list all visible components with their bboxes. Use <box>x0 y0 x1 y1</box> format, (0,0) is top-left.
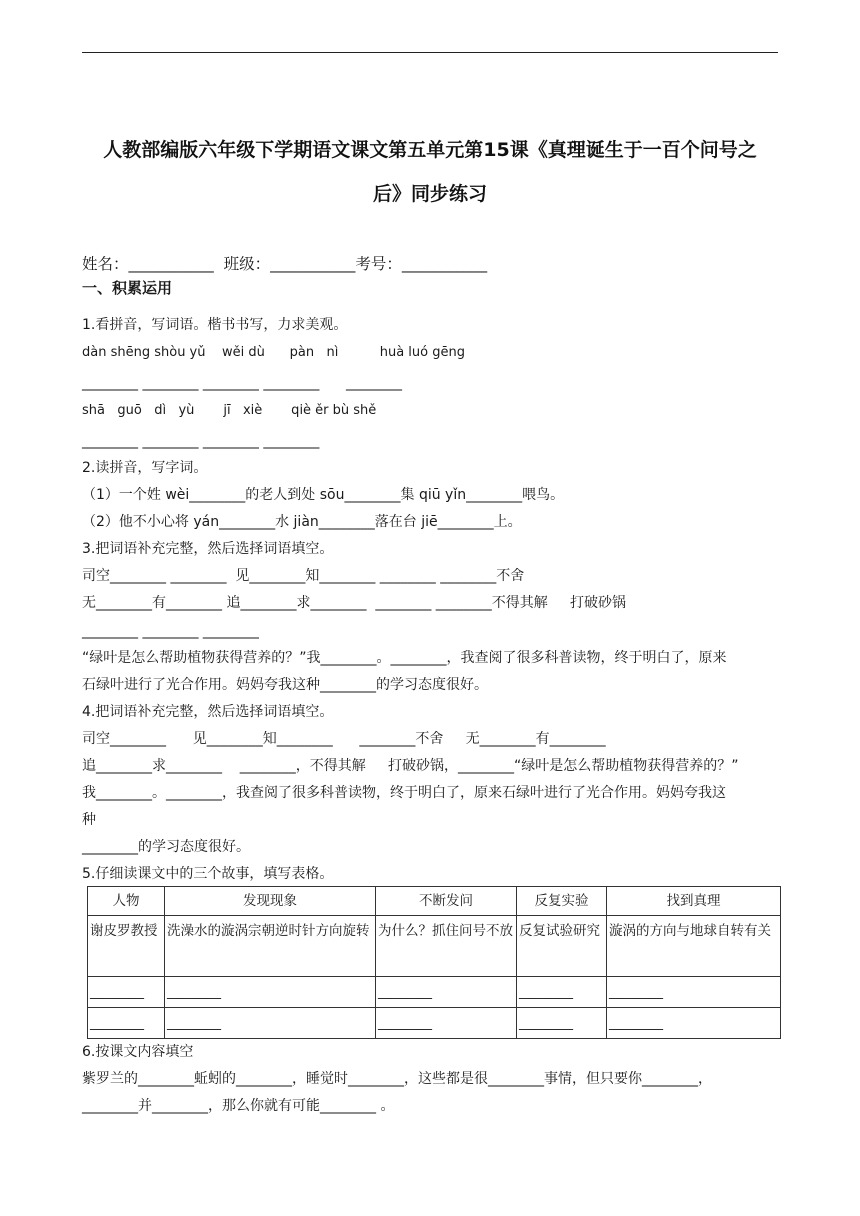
title-line-2: 后》同步练习 <box>372 183 487 205</box>
table-row <box>88 977 781 1008</box>
blank-cell[interactable]: ________ <box>88 977 165 1008</box>
q3-line-5: 石绿叶进行了光合作用。妈妈夸我这种________的学习态度很好。 <box>82 677 488 693</box>
header-cell-questioning: 不断发问 <box>376 887 517 916</box>
q3-line-4: “绿叶是怎么帮助植物获得营养的？”我________。________，我查阅了很多科普读物，终于明白了，原来 <box>82 650 727 666</box>
top-rule <box>82 52 778 53</box>
q3-line-2: 无________有________ 追________求________ ________ ________不得其解 打破砂锅 <box>82 595 627 611</box>
q4-line-4: 种 <box>82 812 96 828</box>
header-cell-experiment: 反复实验 <box>517 887 607 916</box>
header-cell-phenomenon: 发现现象 <box>165 887 376 916</box>
table-cell: 洗澡水的漩涡宗朝逆时针方向旋转 <box>165 916 376 977</box>
blank-cell[interactable]: ________ <box>517 977 607 1008</box>
blank-cell[interactable]: ________ <box>607 977 781 1008</box>
q4-line-2: 追________求________ ________，不得其解 打破砂锅，________“绿叶是怎么帮助植物获得营养的？” <box>82 758 739 774</box>
blank-cell[interactable]: ________ <box>517 1008 607 1039</box>
blank-cell[interactable]: ________ <box>165 1008 376 1039</box>
table-cell: 反复试验研究 <box>517 916 607 977</box>
q6-prompt: 6.按课文内容填空 <box>82 1044 194 1060</box>
q1-answer-blanks-1: ________ ________ ________ ________ ________ <box>82 375 403 391</box>
header-cell-person: 人物 <box>88 887 165 916</box>
q1-pinyin-row-2: shā guō dì yù jī xiè qiè ěr bù shě <box>82 403 377 418</box>
blank-cell[interactable]: ________ <box>607 1008 781 1039</box>
q2-prompt: 2.读拼音，写字词。 <box>82 460 208 476</box>
q4-prompt: 4.把词语补充完整，然后选择词语填空。 <box>82 704 334 720</box>
section-heading: 一、积累运用 <box>82 279 173 297</box>
q2-item-1: （1）一个姓 wèi________的老人到处 sōu________集 qiū yǐn________喂鸟。 <box>82 487 565 503</box>
table-cell: 为什么？抓住问号不放 <box>376 916 517 977</box>
table-cell: 谢皮罗教授 <box>88 916 165 977</box>
story-table <box>87 886 781 1039</box>
q4-line-5: ________的学习态度很好。 <box>82 839 250 855</box>
student-info-line: 姓名：___________ 班级：___________考号：___________ <box>82 255 488 273</box>
blank-cell[interactable]: ________ <box>376 1008 517 1039</box>
page-title <box>82 128 778 216</box>
table-row <box>88 1008 781 1039</box>
header-cell-truth: 找到真理 <box>607 887 781 916</box>
blank-cell[interactable]: ________ <box>376 977 517 1008</box>
q6-line-2: ________并________，那么你就有可能________ 。 <box>82 1098 395 1114</box>
q4-line-1: 司空________ 见________知________ ________不舍 无________有________ <box>82 731 606 747</box>
q1-pinyin-row-1: dàn shēng shòu yǔ wěi dù pàn nì huà luó gēng <box>82 345 465 360</box>
q3-line-3: ________ ________ ________ <box>82 623 259 639</box>
blank-cell[interactable]: ________ <box>165 977 376 1008</box>
q3-prompt: 3.把词语补充完整，然后选择词语填空。 <box>82 541 334 557</box>
q6-line-1: 紫罗兰的________蚯蚓的________，睡觉时________，这些都是很________事情，但只要你________， <box>82 1071 712 1087</box>
q1-prompt: 1.看拼音，写词语。楷书书写，力求美观。 <box>82 317 348 333</box>
table-header-row <box>88 887 781 916</box>
table-cell: 漩涡的方向与地球自转有关 <box>607 916 781 977</box>
table-row <box>88 916 781 977</box>
q4-line-3: 我________。________，我查阅了很多科普读物，终于明白了，原来石绿叶进行了光合作用。妈妈夸我这 <box>82 785 726 801</box>
q1-answer-blanks-2: ________ ________ ________ ________ <box>82 433 320 449</box>
blank-cell[interactable]: ________ <box>88 1008 165 1039</box>
q2-item-2: （2）他不小心将 yán________水 jiàn________落在台 jiē________上。 <box>82 514 522 530</box>
title-line-1: 人教部编版六年级下学期语文课文第五单元第15课《真理诞生于一百个问号之 <box>103 139 757 161</box>
q5-prompt: 5.仔细读课文中的三个故事，填写表格。 <box>82 866 334 882</box>
q3-line-1: 司空________ ________ 见________知________ ________ ________不舍 <box>82 568 525 584</box>
